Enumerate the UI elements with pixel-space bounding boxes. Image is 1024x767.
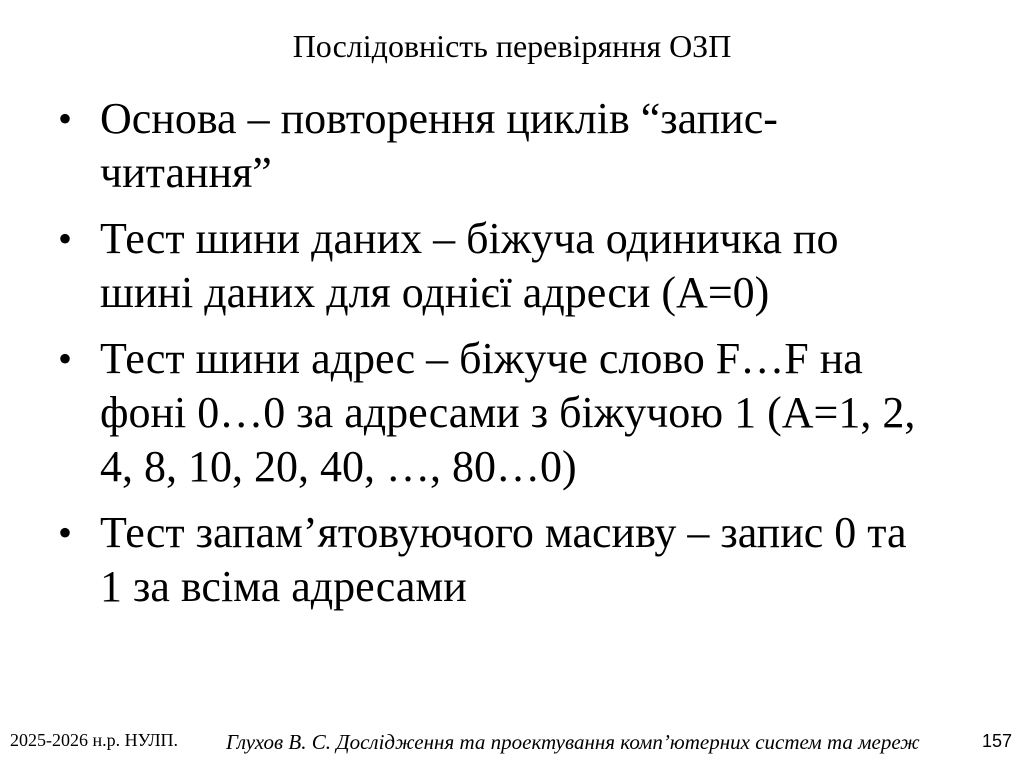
bullet-item — [56, 92, 966, 200]
bullet-text-line: фоні 0…0 за адресами з біжучою 1 (A=1, 2, — [100, 388, 916, 437]
bullet-icon: • — [58, 336, 73, 381]
bullet-text-line: 4, 8, 10, 20, 40, …, 80…0) — [100, 442, 577, 491]
bullet-text-line: шині даних для однієї адреси (A=0) — [100, 268, 770, 317]
bullet-text-line: Тест шини адрес – біжуче слово F…F на — [100, 334, 863, 383]
slide-title: Послідовність перевіряння ОЗП — [292, 28, 732, 64]
bullet-text-line: 1 за всіма адресами — [100, 562, 467, 611]
bullet-text-line: читання” — [100, 148, 272, 197]
page-number: 157 — [981, 731, 1012, 751]
bullet-text-line: Основа – повторення циклів “запис- — [100, 94, 778, 143]
bullet-item — [56, 506, 966, 614]
footer-course-title: Глухов В. С. Дослідження та проектування комп’ютерних систем та мереж — [226, 730, 920, 754]
bullet-text-line: Тест шини даних – біжуча одиничка по — [100, 214, 839, 263]
bullet-icon: • — [58, 216, 73, 261]
bullet-list — [56, 92, 966, 626]
bullet-text-line: Тест запам’ятовуючого масиву – запис 0 та — [100, 508, 907, 557]
footer-academic-year: 2025-2026 н.р. НУЛП. — [10, 730, 179, 750]
bullet-item — [56, 332, 966, 494]
bullet-icon: • — [58, 510, 73, 555]
bullet-icon: • — [58, 96, 73, 141]
bullet-item — [56, 212, 966, 320]
